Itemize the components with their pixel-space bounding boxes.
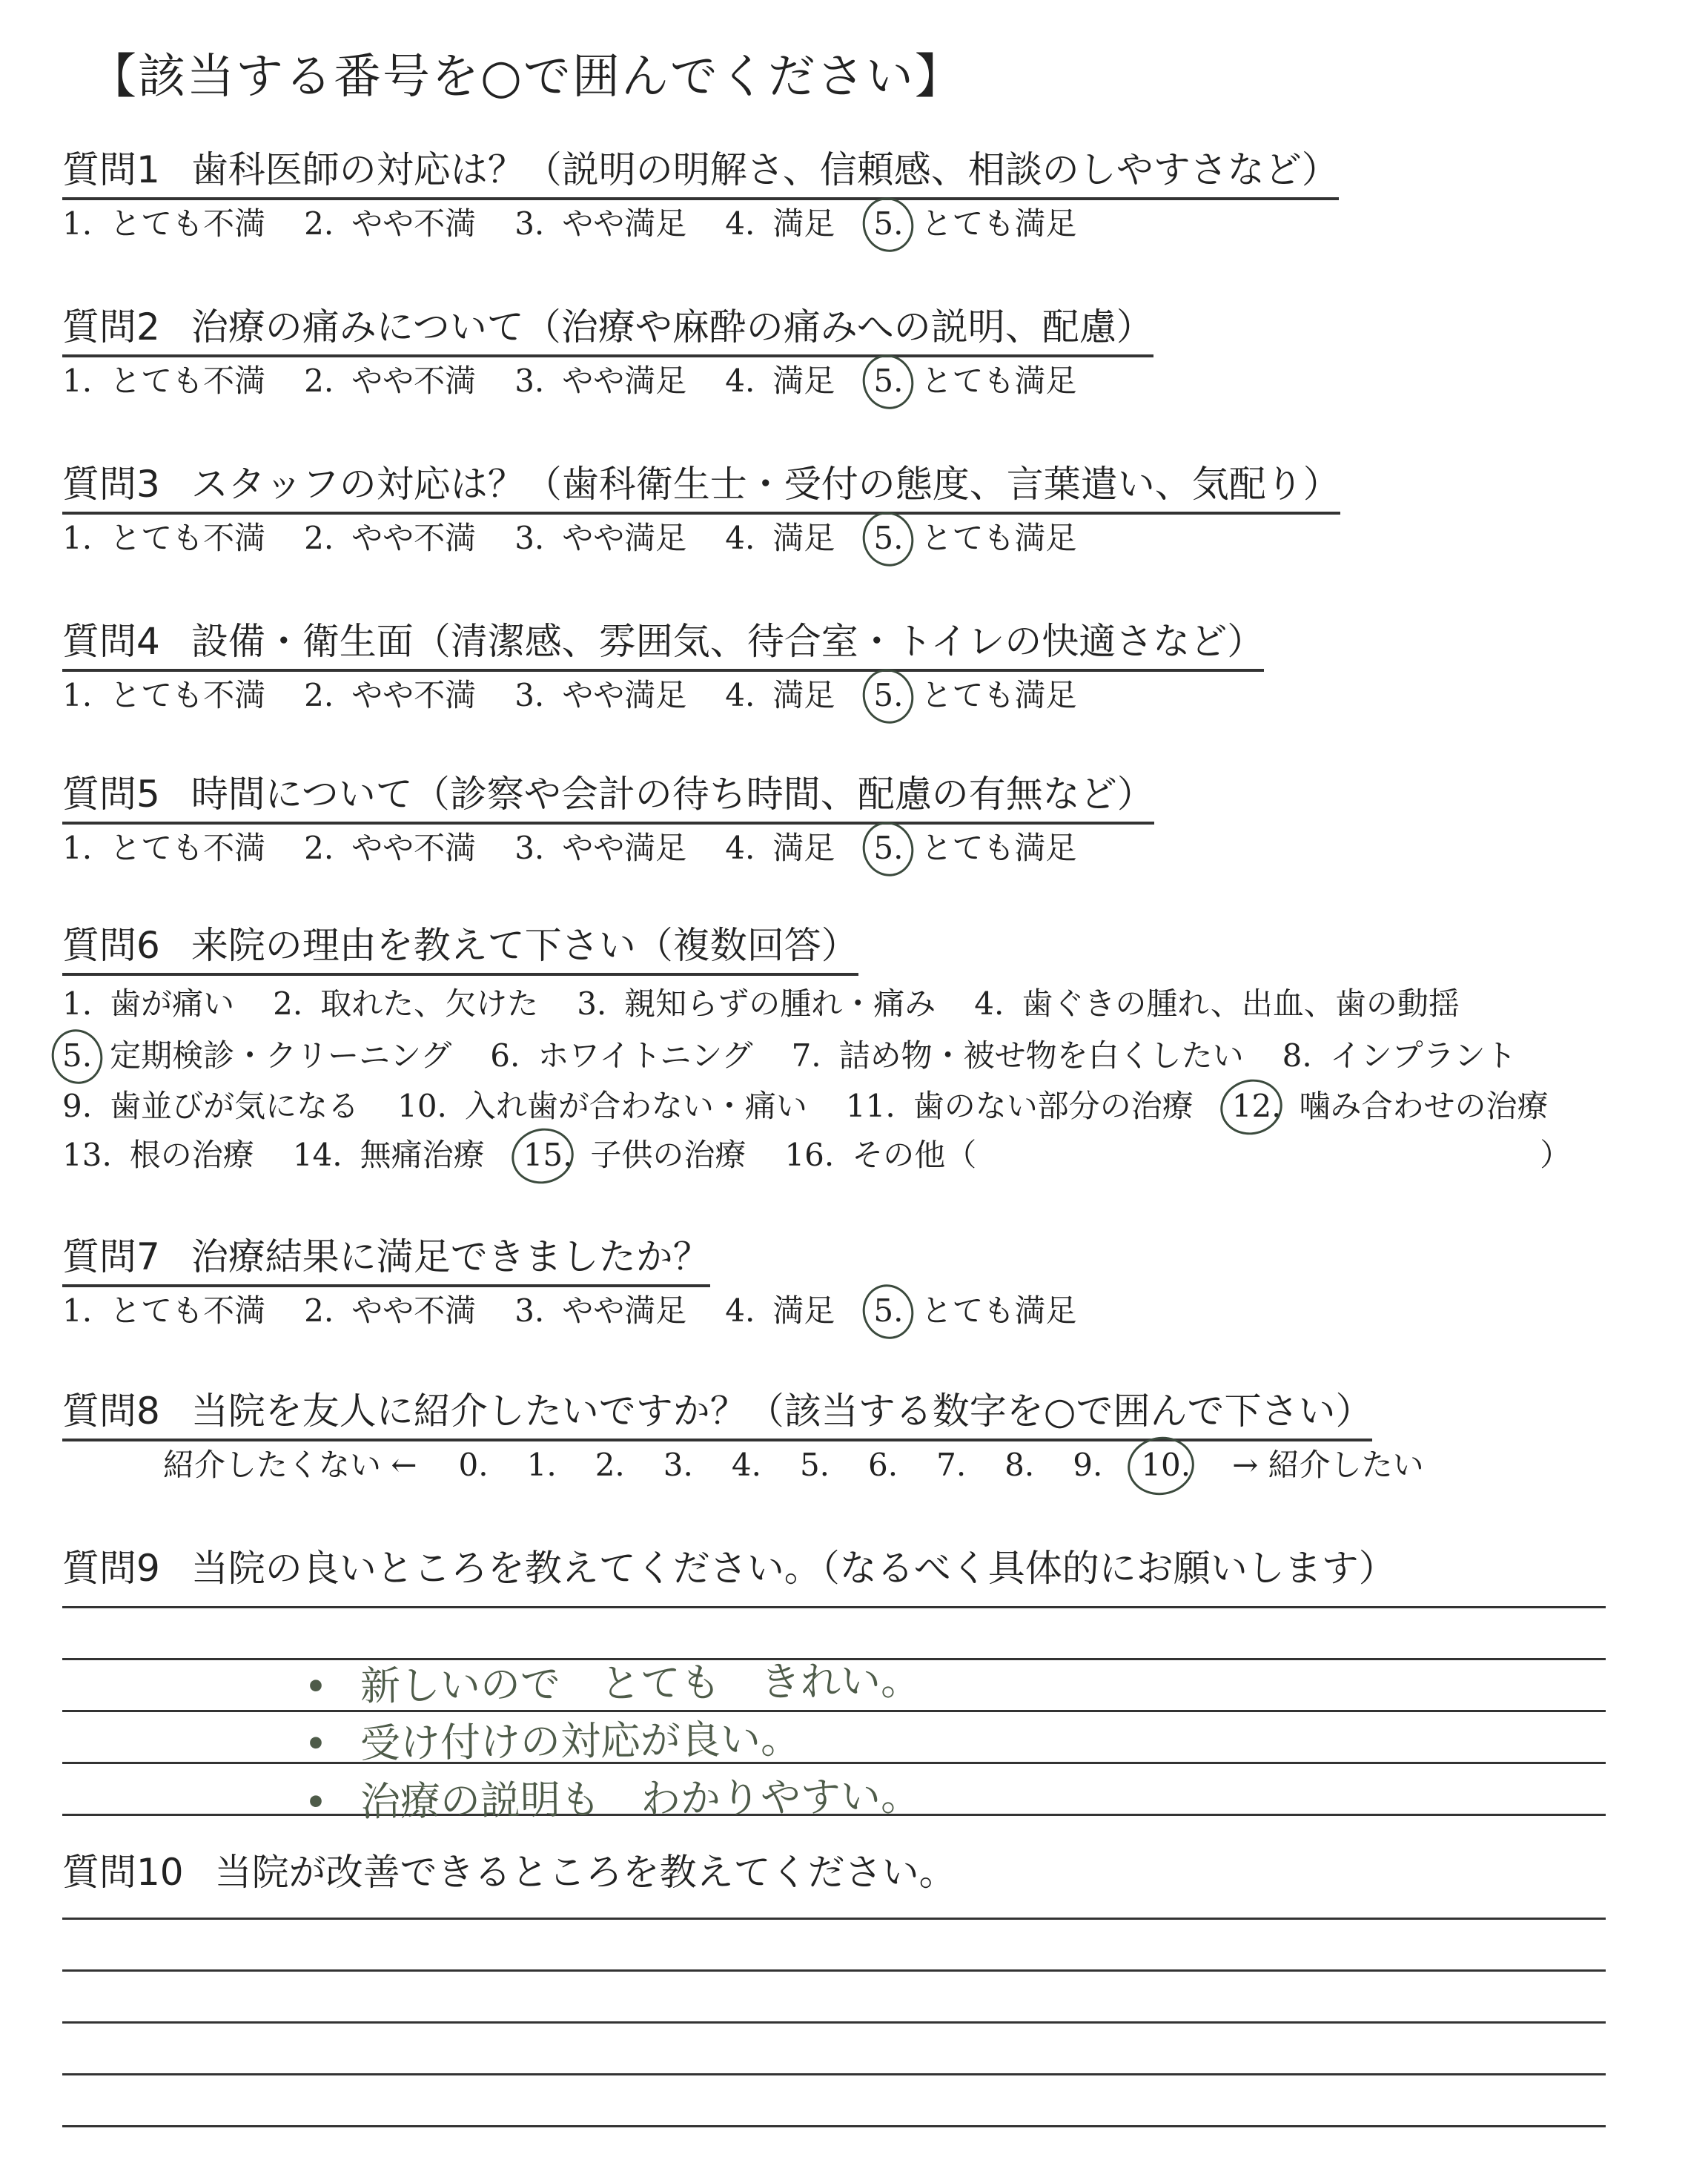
other-close: ） (1540, 1137, 1572, 1173)
option-1[interactable]: 1. とても不満 (62, 363, 266, 399)
scale-left-label: 紹介したくない ← (163, 1447, 417, 1483)
question-text: 来院の理由を教えて下さい（複数回答） (191, 924, 858, 967)
question-number: 質問4 (62, 620, 160, 663)
option-5-selected[interactable]: 5. とても満足 (873, 363, 1077, 399)
reason-item-selected[interactable]: 5. 定期検診・クリーニング (62, 1037, 452, 1074)
scale-10-selected[interactable]: 10. (1141, 1447, 1191, 1483)
question-number: 質問2 (62, 305, 160, 349)
circle-mark-icon: 5. (873, 1292, 904, 1329)
circle-mark-icon: 5. (62, 1037, 93, 1074)
option-4[interactable]: 4. 満足 (725, 1292, 835, 1329)
question-number: 質問10 (62, 1851, 184, 1894)
q2-options (62, 362, 1115, 400)
option-3[interactable]: 3. やや満足 (514, 205, 687, 242)
scale-2[interactable]: 2. (595, 1447, 625, 1483)
question-7 (62, 1234, 710, 1287)
option-5-selected[interactable]: 5. とても満足 (873, 830, 1077, 866)
option-4[interactable]: 4. 満足 (725, 205, 835, 242)
question-number: 質問6 (62, 924, 160, 967)
question-text: 当院の良いところを教えてください。（なるべく具体的にお願いします） (191, 1547, 1396, 1590)
option-3[interactable]: 3. やや満足 (514, 830, 687, 866)
scale-1[interactable]: 1. (526, 1447, 557, 1483)
handwritten-answer: • 受け付けの対応が良い。 (303, 1715, 801, 1768)
q3-options (62, 519, 1115, 558)
option-1[interactable]: 1. とても不満 (62, 205, 266, 242)
question-6 (62, 922, 858, 976)
option-3[interactable]: 3. やや満足 (514, 363, 687, 399)
reason-item[interactable]: 3. 親知らずの腫れ・痛み (577, 985, 936, 1022)
question-3 (62, 461, 1340, 515)
q7-options (62, 1292, 1115, 1330)
question-text: 歯科医師の対応は？（説明の明解さ、信頼感、相談のしやすさなど） (191, 148, 1339, 191)
answer-line (62, 1969, 1606, 1972)
reason-item[interactable]: 14. 無痛治療 (292, 1137, 485, 1173)
reason-item[interactable]: 9. 歯並びが気になる (62, 1088, 360, 1124)
circle-mark-icon: 5. (873, 363, 904, 399)
question-2 (62, 304, 1153, 357)
option-1[interactable]: 1. とても不満 (62, 1292, 266, 1329)
circle-mark-icon: 5. (873, 677, 904, 713)
option-1[interactable]: 1. とても不満 (62, 677, 266, 713)
question-10 (62, 1849, 956, 1900)
answer-line (62, 1918, 1606, 1920)
scale-9[interactable]: 9. (1073, 1447, 1103, 1483)
question-number: 質問9 (62, 1547, 160, 1590)
answer-line (62, 1710, 1606, 1712)
scale-5[interactable]: 5. (799, 1447, 830, 1483)
option-2[interactable]: 2. やや不満 (304, 363, 477, 399)
question-text: 当院を友人に紹介したいですか？（該当する数字を○で囲んで下さい） (191, 1390, 1373, 1433)
reason-item[interactable]: 1. 歯が痛い (62, 985, 235, 1022)
answer-line (62, 2073, 1606, 2075)
handwritten-answer: • 治療の説明も わかりやすい。 (303, 1772, 921, 1826)
question-text: 治療結果に満足できましたか？ (191, 1235, 710, 1278)
q6-reasons-row-4 (62, 1136, 1609, 1175)
question-text: スタッフの対応は？（歯科衛生士・受付の態度、言葉遣い、気配り） (191, 463, 1340, 506)
question-number: 質問3 (62, 463, 160, 506)
option-3[interactable]: 3. やや満足 (514, 1292, 687, 1329)
page-title: 【該当する番号を○で囲んでください】 (89, 50, 964, 105)
scale-0[interactable]: 0. (458, 1447, 489, 1483)
question-text: 治療の痛みについて（治療や麻酔の痛みへの説明、配慮） (191, 305, 1153, 349)
q6-reasons-row-1 (62, 985, 1498, 1023)
circle-mark-icon: 12. (1231, 1088, 1282, 1124)
option-5-selected[interactable]: 5. とても満足 (873, 677, 1077, 713)
question-number: 質問7 (62, 1235, 160, 1278)
reason-item-selected[interactable]: 12. 噛み合わせの治療 (1231, 1088, 1549, 1124)
circle-mark-icon: 15. (523, 1137, 573, 1173)
option-4[interactable]: 4. 満足 (725, 830, 835, 866)
scale-8[interactable]: 8. (1004, 1447, 1035, 1483)
answer-line (62, 1762, 1606, 1764)
option-5-selected[interactable]: 5. とても満足 (873, 205, 1077, 242)
q5-options (62, 829, 1115, 868)
reason-item-selected[interactable]: 15. 子供の治療 (523, 1137, 747, 1173)
reason-item[interactable]: 10. 入れ歯が合わない・痛い (397, 1088, 807, 1124)
option-4[interactable]: 4. 満足 (725, 677, 835, 713)
scale-3[interactable]: 3. (663, 1447, 693, 1483)
circle-mark-icon: 5. (873, 830, 904, 866)
question-text: 設備・衛生面（清潔感、雰囲気、待合室・トイレの快適さなど） (191, 620, 1265, 663)
question-number: 質問1 (62, 148, 160, 191)
option-5-selected[interactable]: 5. とても満足 (873, 520, 1077, 556)
handwritten-answer: • 新しいので とても きれい。 (303, 1657, 921, 1711)
reason-item[interactable]: 8. インプラント (1282, 1037, 1517, 1074)
answer-line (62, 2125, 1606, 2127)
reason-item[interactable]: 7. 詰め物・被せ物を白くしたい (791, 1037, 1244, 1074)
option-2[interactable]: 2. やや不満 (304, 830, 477, 866)
question-8 (62, 1388, 1372, 1441)
option-2[interactable]: 2. やや不満 (304, 520, 477, 556)
reason-item[interactable]: 4. 歯ぐきの腫れ、出血、歯の動揺 (974, 985, 1460, 1022)
scale-6[interactable]: 6. (868, 1447, 898, 1483)
option-3[interactable]: 3. やや満足 (514, 520, 687, 556)
scale-7[interactable]: 7. (936, 1447, 967, 1483)
option-2[interactable]: 2. やや不満 (304, 677, 477, 713)
reason-item-other[interactable]: 16. その他（ ） (784, 1137, 1572, 1173)
q8-scale (163, 1446, 1424, 1484)
question-1 (62, 147, 1339, 200)
q6-reasons-row-3 (62, 1087, 1587, 1126)
scale-right-label: → 紹介したい (1232, 1447, 1424, 1483)
answer-line (62, 1606, 1606, 1608)
answer-line (62, 2021, 1606, 2024)
option-5-selected[interactable]: 5. とても満足 (873, 1292, 1077, 1329)
option-4[interactable]: 4. 満足 (725, 520, 835, 556)
option-2[interactable]: 2. やや不満 (304, 205, 477, 242)
question-text: 当院が改善できるところを教えてください。 (214, 1851, 956, 1894)
scale-4[interactable]: 4. (731, 1447, 761, 1483)
circle-mark-icon: 5. (873, 520, 904, 556)
reason-item[interactable]: 6. ホワイトニング (490, 1037, 753, 1074)
reason-item[interactable]: 2. 取れた、欠けた (273, 985, 539, 1022)
option-3[interactable]: 3. やや満足 (514, 677, 687, 713)
question-text: 時間について（診察や会計の待ち時間、配慮の有無など） (191, 773, 1154, 816)
question-5 (62, 771, 1154, 825)
q6-reasons-row-2 (62, 1037, 1555, 1075)
reason-item[interactable]: 11. 歯のない部分の治療 (845, 1088, 1194, 1124)
circle-mark-icon: 5. (873, 205, 904, 242)
reason-item[interactable]: 13. 根の治療 (62, 1137, 254, 1173)
question-4 (62, 618, 1264, 672)
question-number: 質問8 (62, 1390, 160, 1433)
option-1[interactable]: 1. とても不満 (62, 830, 266, 866)
option-1[interactable]: 1. とても不満 (62, 520, 266, 556)
q1-options (62, 205, 1115, 243)
question-number: 質問5 (62, 773, 160, 816)
option-2[interactable]: 2. やや不満 (304, 1292, 477, 1329)
q4-options (62, 676, 1115, 715)
option-4[interactable]: 4. 満足 (725, 363, 835, 399)
question-9 (62, 1545, 1396, 1596)
